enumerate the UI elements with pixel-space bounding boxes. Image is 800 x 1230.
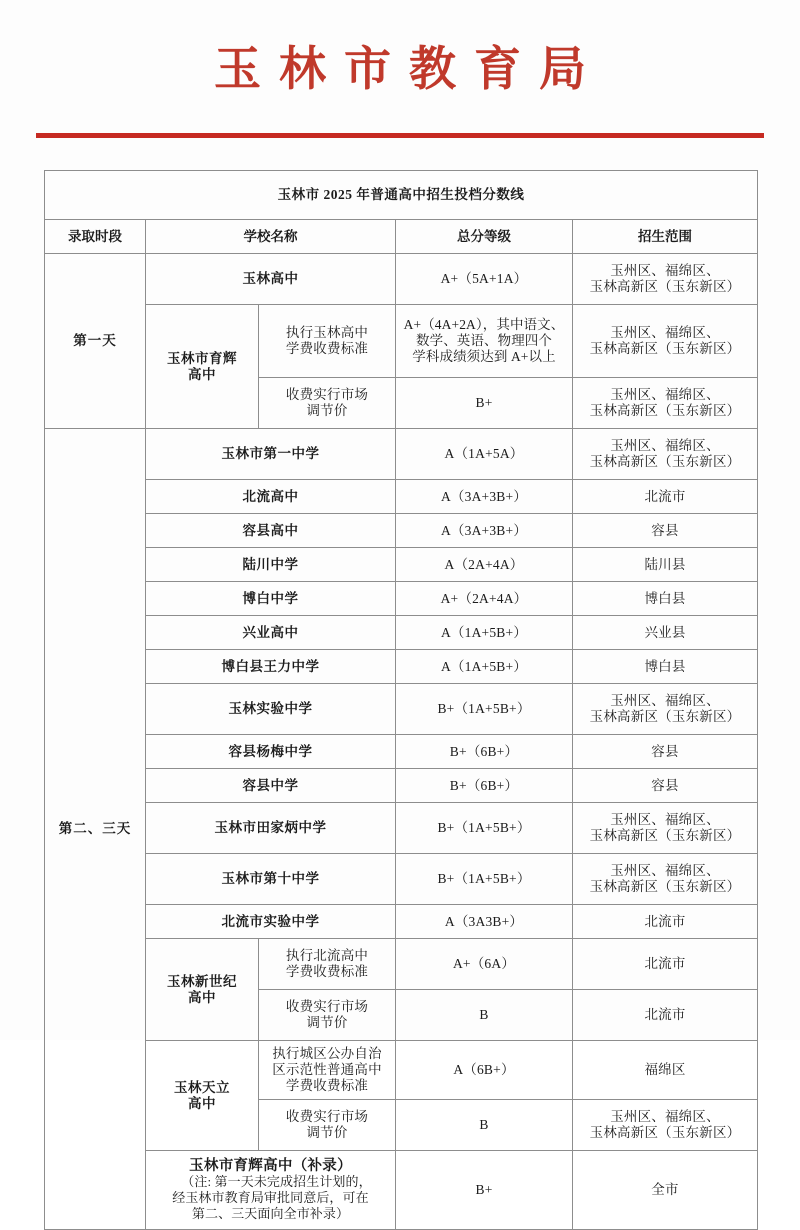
school-name-cell: 玉林市第一中学 (146, 429, 396, 480)
fee-type-cell (259, 1041, 396, 1100)
masthead-red-rule (36, 133, 764, 138)
scope-cell: 北流市 (573, 939, 758, 990)
fee-type-cell (259, 1100, 396, 1151)
fee-type-cell (259, 939, 396, 990)
table-row (45, 254, 758, 305)
scope-cell (573, 378, 758, 429)
scope-cell (573, 1100, 758, 1151)
table-row-supplementary (45, 1151, 758, 1230)
grade-cell: A（3A3B+） (396, 905, 573, 939)
scope-line: 玉林高新区（玉东新区） (589, 403, 741, 418)
period-cell-day23: 第二、三天 (45, 429, 146, 1230)
scope-line: 玉林高新区（玉东新区） (589, 828, 741, 843)
table-row (45, 769, 758, 803)
supplementary-school-name: 玉林市育辉高中（补录） (189, 1158, 352, 1174)
school-name-cell: 博白中学 (146, 582, 396, 616)
grade-line: A+（4A+2A），其中语文、 (403, 317, 565, 332)
fee-type-line: 执行城区公办自治 (272, 1046, 382, 1061)
scope-line: 玉州区、福绵区、 (610, 387, 720, 402)
table-row (45, 548, 758, 582)
supplementary-note-line: 经玉林市教育局审批同意后，可在 (172, 1190, 369, 1205)
scope-cell: 容县 (573, 514, 758, 548)
school-name-cell: 玉林市第十中学 (146, 854, 396, 905)
scope-cell: 容县 (573, 769, 758, 803)
scope-line: 玉州区、福绵区、 (610, 693, 720, 708)
column-header-period: 录取时段 (45, 220, 146, 254)
grade-cell: A（1A+5B+） (396, 616, 573, 650)
scope-cell (573, 254, 758, 305)
school-name-cell: 容县中学 (146, 769, 396, 803)
period-cell-day1: 第一天 (45, 254, 146, 429)
table-row (45, 939, 758, 990)
grade-cell: B+ (396, 378, 573, 429)
scope-line: 玉林高新区（玉东新区） (589, 879, 741, 894)
grade-cell: B+（1A+5B+） (396, 854, 573, 905)
grade-cell: A+（6A） (396, 939, 573, 990)
fee-type-line: 执行玉林高中 (285, 325, 369, 340)
scope-line: 玉林高新区（玉东新区） (589, 709, 741, 724)
scope-cell: 博白县 (573, 650, 758, 684)
scope-cell: 北流市 (573, 480, 758, 514)
grade-cell: B+（1A+5B+） (396, 803, 573, 854)
scope-cell: 北流市 (573, 905, 758, 939)
fee-type-line: 调节价 (306, 1125, 348, 1140)
table-row (45, 480, 758, 514)
grade-cell: B (396, 1100, 573, 1151)
table-row (45, 803, 758, 854)
table-row (45, 854, 758, 905)
score-line-table-container (44, 170, 757, 1230)
column-header-grade: 总分等级 (396, 220, 573, 254)
grade-cell: A（6B+） (396, 1041, 573, 1100)
fee-type-line: 收费实行市场 (285, 1109, 369, 1124)
scope-line: 玉林高新区（玉东新区） (589, 1125, 741, 1140)
scope-cell: 陆川县 (573, 548, 758, 582)
grade-cell: A（1A+5A） (396, 429, 573, 480)
table-row (45, 514, 758, 548)
school-name-cell: 玉林市田家炳中学 (146, 803, 396, 854)
school-name-line: 玉林天立 (174, 1079, 230, 1095)
grade-cell: B+（1A+5B+） (396, 684, 573, 735)
grade-cell: A（1A+5B+） (396, 650, 573, 684)
scope-cell (573, 854, 758, 905)
scope-cell: 北流市 (573, 990, 758, 1041)
scope-cell (573, 305, 758, 378)
table-row (45, 305, 758, 378)
scope-cell: 全市 (573, 1151, 758, 1230)
column-header-row (45, 220, 758, 254)
school-name-cell (146, 1041, 259, 1151)
school-name-line: 玉林市育辉 (167, 350, 237, 366)
supplementary-note-line: （注: 第一天未完成招生计划的， (181, 1174, 372, 1189)
table-row (45, 684, 758, 735)
grade-cell: A（2A+4A） (396, 548, 573, 582)
grade-cell: B (396, 990, 573, 1041)
fee-type-line: 收费实行市场 (285, 387, 369, 402)
school-name-line: 玉林新世纪 (167, 973, 237, 989)
grade-cell: B+ (396, 1151, 573, 1230)
scope-line: 玉林高新区（玉东新区） (589, 341, 741, 356)
scope-cell: 福绵区 (573, 1041, 758, 1100)
fee-type-line: 执行北流高中 (285, 948, 369, 963)
fee-type-line: 学费收费标准 (285, 341, 369, 356)
school-name-cell: 兴业高中 (146, 616, 396, 650)
document-title: 玉林市 2025 年普通高中招生投档分数线 (45, 171, 758, 220)
grade-cell: B+（6B+） (396, 769, 573, 803)
scope-cell (573, 803, 758, 854)
fee-type-line: 学费收费标准 (285, 1078, 369, 1093)
scope-line: 玉林高新区（玉东新区） (589, 279, 741, 294)
score-line-table (44, 170, 758, 1230)
table-title-row (45, 171, 758, 220)
scope-line: 玉州区、福绵区、 (610, 1109, 720, 1124)
grade-line: 数学、英语、物理四个 (416, 333, 552, 348)
scope-cell (573, 429, 758, 480)
grade-cell: A（3A+3B+） (396, 514, 573, 548)
table-row (45, 582, 758, 616)
column-header-scope: 招生范围 (573, 220, 758, 254)
supplementary-note-line: 第二、三天面向全市补录） (191, 1206, 350, 1221)
scope-cell: 容县 (573, 735, 758, 769)
organization-title: 玉林市教育局 (214, 44, 604, 96)
fee-type-line: 收费实行市场 (285, 999, 369, 1014)
grade-line: 学科成绩须达到 A+以上 (412, 349, 556, 364)
fee-type-line: 调节价 (306, 1015, 348, 1030)
fee-type-line: 区示范性普通高中 (272, 1062, 382, 1077)
scope-line: 玉州区、福绵区、 (610, 812, 720, 827)
grade-cell: B+（6B+） (396, 735, 573, 769)
school-name-cell: 玉林实验中学 (146, 684, 396, 735)
table-row (45, 1041, 758, 1100)
fee-type-line: 学费收费标准 (285, 964, 369, 979)
fee-type-cell (259, 990, 396, 1041)
school-name-cell: 玉林高中 (146, 254, 396, 305)
school-name-line: 高中 (188, 366, 216, 382)
grade-cell: A+（5A+1A） (396, 254, 573, 305)
grade-cell: A+（2A+4A） (396, 582, 573, 616)
grade-cell: A（3A+3B+） (396, 480, 573, 514)
school-name-line: 高中 (188, 989, 216, 1005)
school-name-cell (146, 939, 259, 1041)
school-name-line: 高中 (188, 1095, 216, 1111)
school-name-cell: 博白县王力中学 (146, 650, 396, 684)
grade-cell (396, 305, 573, 378)
scope-line: 玉林高新区（玉东新区） (589, 454, 741, 469)
scope-line: 玉州区、福绵区、 (610, 325, 720, 340)
fee-type-cell (259, 305, 396, 378)
masthead (0, 42, 800, 98)
scope-line: 玉州区、福绵区、 (610, 438, 720, 453)
fee-type-cell (259, 378, 396, 429)
column-header-school: 学校名称 (146, 220, 396, 254)
table-row (45, 650, 758, 684)
school-name-cell: 陆川中学 (146, 548, 396, 582)
scope-cell: 博白县 (573, 582, 758, 616)
supplementary-note-cell (146, 1151, 396, 1230)
fee-type-line: 调节价 (306, 403, 348, 418)
table-row (45, 429, 758, 480)
school-name-cell (146, 305, 259, 429)
table-row (45, 905, 758, 939)
school-name-cell: 容县杨梅中学 (146, 735, 396, 769)
table-row (45, 616, 758, 650)
scope-line: 玉州区、福绵区、 (610, 863, 720, 878)
scope-line: 玉州区、福绵区、 (610, 263, 720, 278)
table-row (45, 735, 758, 769)
school-name-cell: 容县高中 (146, 514, 396, 548)
school-name-cell: 北流高中 (146, 480, 396, 514)
school-name-cell: 北流市实验中学 (146, 905, 396, 939)
scope-cell: 兴业县 (573, 616, 758, 650)
scope-cell (573, 684, 758, 735)
